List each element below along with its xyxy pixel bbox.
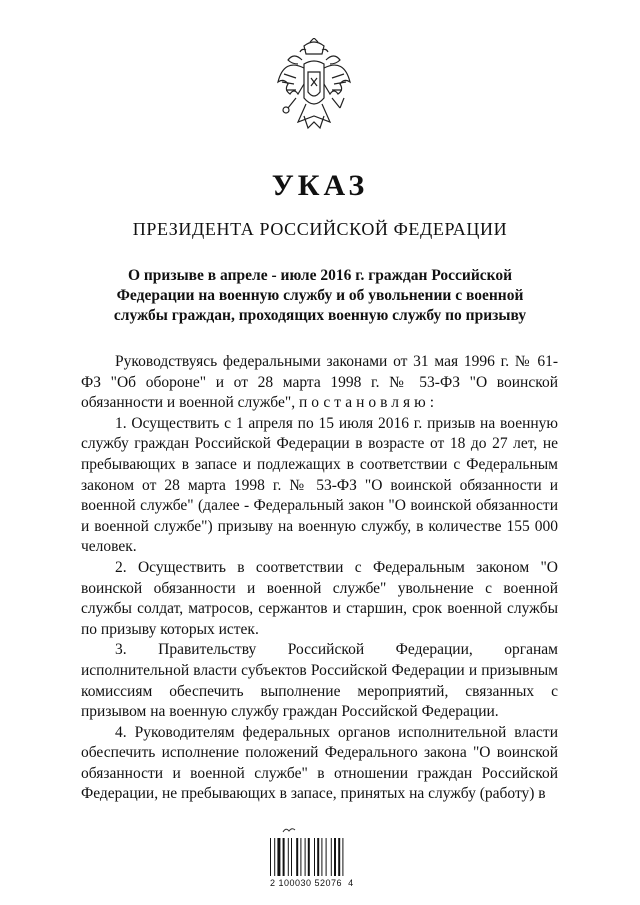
page-subtitle: ПРЕЗИДЕНТА РОССИЙСКОЙ ФЕДЕРАЦИИ [132,219,508,239]
decree-body [81,352,558,805]
registration-mark-icon [282,826,296,834]
clause-2: 2. Осуществить в соответствии с Федеральным законом "О воинской обязанности и военной службе" увольнение с военной службы солдат, матросов, сержантов и старшин, срок военной службы по призыву которых истек. [81,558,558,638]
page-title: УКАЗ [271,169,369,202]
page-code: 4 [348,878,354,888]
clause-3: 3. Правительству Российской Федерации, органам исполнительной власти субъектов Российской Федерации и призывным комиссиям обеспечить выполнение мероприятий, связанных с призывом на военную службу граждан Российской Федерации. [81,641,558,721]
barcode-number: 2 100030 52076 [270,878,343,888]
barcode-icon [270,838,366,876]
decree-heading: О призыве в апреле - июле 2016 г. граждан Российской Федерации на военную службу и об увольнении с военной службы граждан, проходящих военную службу по призыву [113,267,527,324]
preamble-text: Руководствуясь федеральными законами от 31 мая 1996 г. № 61-ФЗ "Об обороне" и от 28 марта 1998 г. № 53-ФЗ "О воинской обязанности и военной службе", [81,353,558,412]
clause-1: 1. Осуществить с 1 апреля по 15 июля 2016 г. призыв на военную службу граждан Российской Федерации в возрасте от 18 до 27 лет, не пребывающих в запасе и подлежащих в соответствии с Федеральным законом от 28 марта 1998 г. № 53-ФЗ "О воинской обязанности и военной службе" (далее - Федеральный закон "О воинской обязанности и военной службе") призыву на военную службу, в количестве 155 000 человек. [81,414,558,556]
russian-coat-of-arms-icon [274,38,354,138]
clause-4: 4. Руководителям федеральных органов исполнительной власти обеспечить исполнение положений Федерального закона "О воинской обязанности и военной службе" в отношении граждан Российской Федерации, не пребывающих в запасе, принятых на службу (работу) в [81,723,558,803]
decree-word: постановляю: [298,394,439,412]
preamble-paragraph [81,352,558,414]
barcode-caption [270,878,380,888]
